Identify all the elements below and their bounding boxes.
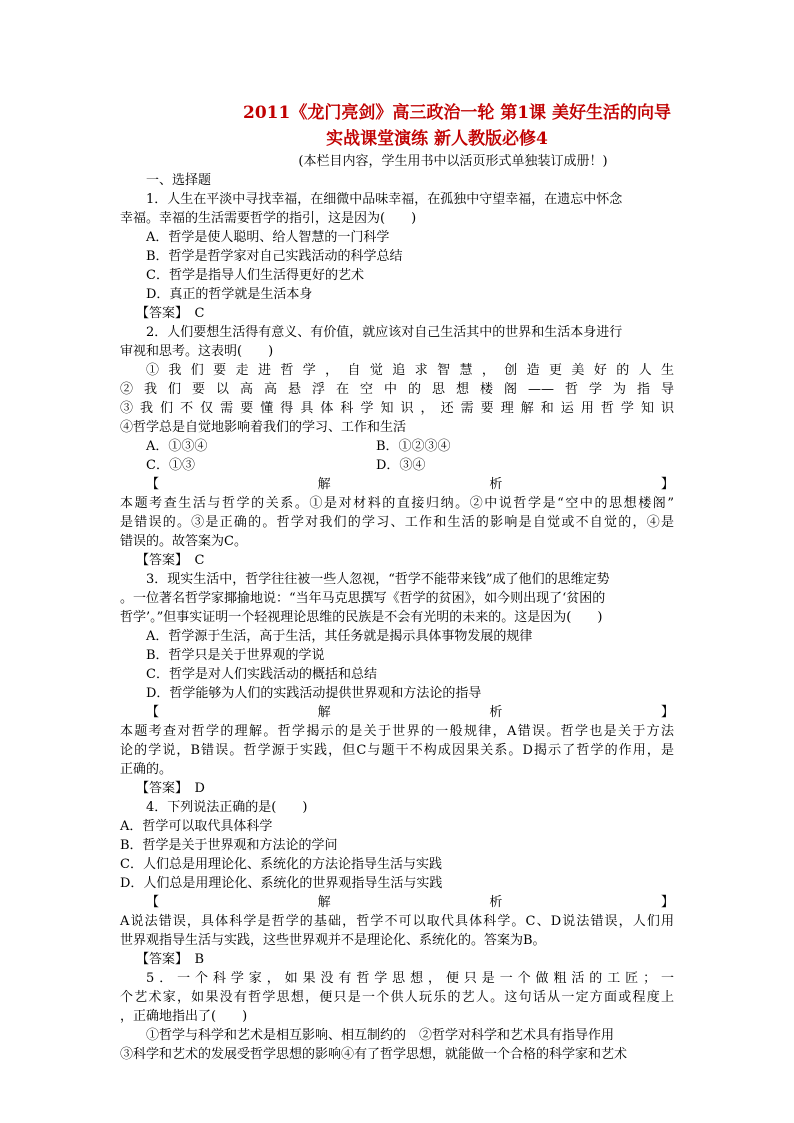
q2-stem-line2: 审视和思考。这表明( ) (120, 344, 274, 359)
q1-option-c: C．哲学是指导人们生活得更好的艺术 (146, 268, 364, 283)
answer-label: 【答案】 (136, 781, 182, 796)
q2-option-d: D．③④ (376, 458, 426, 473)
q4-stem: 4．下列说法正确的是( ) (146, 800, 308, 815)
q5-statements-3-4: ③科学和艺术的发展受哲学思想的影响④有了哲学思想，就能做一个合格的科学家和艺术 (120, 1047, 628, 1062)
q3-stem-line2: 。一位著名哲学家揶揄地说：“当年马克思撰写《哲学的贫困》，如今则出现了‘贫困的 (120, 591, 606, 606)
q4-answer-value: B (194, 952, 205, 967)
q3-option-d: D．哲学能够为人们的实践活动提供世界观和方法论的指导 (146, 686, 482, 701)
section-heading: 一、选择题 (146, 173, 212, 188)
q4-analysis-line2: 世界观指导生活与实践，这些世界观并不是理论化、系统化的。答案为B。 (120, 933, 546, 948)
q3-analysis-line3: 正确的。 (120, 762, 173, 777)
q2-analysis-heading (120, 475, 674, 494)
q2-options-row1 (120, 437, 674, 456)
q3-option-a: A．哲学源于生活，高于生活，其任务就是揭示具体事物发展的规律 (146, 629, 533, 644)
q3-option-b: B．哲学只是关于世界观的学说 (146, 648, 325, 663)
q1-option-d: D．真正的哲学就是生活本身 (146, 287, 313, 302)
analysis-char-1: 解 (317, 477, 331, 492)
q2-option-b: B．①②③④ (376, 439, 451, 454)
q3-option-c: C．哲学是对人们实践活动的概括和总结 (146, 667, 377, 682)
analysis-char-2: 析 (489, 895, 503, 910)
answer-label: 【答案】 (136, 553, 182, 568)
q2-option-c: C．①③ (146, 458, 195, 473)
q3-stem-line1: 3．现实生活中，哲学往往被一些人忽视，“哲学不能带来钱”成了他们的思维定势 (146, 572, 610, 587)
q4-option-c: C．人们总是用理论化、系统化的方法论指导生活与实践 (120, 857, 442, 872)
q2-statement-4: ④哲学总是自觉地影响着我们的学习、工作和生活 (120, 420, 407, 435)
q1-answer-value: C (194, 306, 205, 321)
bracket-left: 【 (146, 705, 160, 720)
q4-option-d: D．人们总是用理论化、系统化的世界观指导生活与实践 (120, 876, 443, 891)
q2-answer (120, 551, 674, 570)
document-title-line1: 2011《龙门亮剑》高三政治一轮 第1课 美好生活的向导 (243, 103, 671, 123)
q5-stem-line2: 个艺术家，如果没有哲学思想，便只是一个供人玩乐的艺人。这句话从一定方面或程度上 (120, 990, 674, 1005)
q3-answer (120, 779, 674, 798)
q5-stem-line1: 5．一个科学家，如果没有哲学思想，便只是一个做粗活的工匠；一 (146, 971, 674, 986)
analysis-char-2: 析 (489, 477, 503, 492)
q3-analysis-heading (120, 703, 674, 722)
q4-answer (120, 950, 674, 969)
q4-analysis-heading (120, 893, 674, 912)
q2-statement-3: ③我们不仅需要懂得具体科学知识，还需要理解和运用哲学知识 (120, 401, 674, 416)
bracket-right: 】 (660, 895, 674, 910)
bracket-right: 】 (660, 477, 674, 492)
document-title-line2: 实战课堂演练 新人教版必修4 (326, 129, 548, 149)
q2-options-row2 (120, 456, 674, 475)
q4-option-a: A．哲学可以取代具体科学 (120, 819, 273, 834)
q3-answer-value: D (194, 781, 205, 796)
answer-label: 【答案】 (136, 306, 182, 321)
q2-option-a: A．①③④ (146, 439, 208, 454)
analysis-char-1: 解 (317, 705, 331, 720)
document-body (120, 171, 674, 1064)
analysis-char-1: 解 (317, 895, 331, 910)
bracket-left: 【 (146, 895, 160, 910)
bracket-left: 【 (146, 477, 160, 492)
q1-stem-line1: 1．人生在平淡中寻找幸福，在细微中品味幸福，在孤独中守望幸福，在遗忘中怀念 (146, 192, 623, 207)
q2-analysis-line1: 本题考查生活与哲学的关系。①是对材料的直接归纳。②中说哲学是“空中的思想楼阁” (120, 496, 674, 511)
q4-analysis-line1: A说法错误，具体科学是哲学的基础，哲学不可以取代具体科学。C、D说法错误，人们用 (120, 914, 674, 929)
q2-analysis-line3: 错误的。故答案为C。 (120, 534, 247, 549)
binding-note: (本栏目内容，学生用书中以活页形式单独装订成册！) (298, 154, 608, 169)
q3-stem-line3: 哲学’。”但事实证明一个轻视理论思维的民族是不会有光明的未来的。这是因为( ) (120, 610, 603, 625)
answer-label: 【答案】 (136, 952, 182, 967)
q3-analysis-line2: 论的学说，B错误。哲学源于实践，但C与题干不构成因果关系。D揭示了哲学的作用，是 (120, 743, 674, 758)
analysis-char-2: 析 (489, 705, 503, 720)
bracket-right: 】 (660, 705, 674, 720)
q3-analysis-line1: 本题考查对哲学的理解。哲学揭示的是关于世界的一般规律，A错误。哲学也是关于方法 (120, 724, 674, 739)
q2-statement-1: ①我们要走进哲学，自觉追求智慧，创造更美好的人生 (146, 363, 674, 378)
q1-option-b: B．哲学是哲学家对自己实践活动的科学总结 (146, 249, 403, 264)
q5-statements-1-2: ①哲学与科学和艺术是相互影响、相互制约的 ②哲学对科学和艺术具有指导作用 (146, 1028, 615, 1043)
q1-option-a: A．哲学是使人聪明、给人智慧的一门科学 (146, 230, 390, 245)
q2-answer-value: C (194, 553, 205, 568)
q2-analysis-line2: 是错误的。③是正确的。哲学对我们的学习、工作和生活的影响是自觉或不自觉的，④是 (120, 515, 674, 530)
q4-option-b: B．哲学是关于世界观和方法论的学问 (120, 838, 338, 853)
q1-stem-line2: 幸福。幸福的生活需要哲学的指引，这是因为( ) (120, 211, 417, 226)
q5-stem-line3: ，正确地指出了( ) (120, 1009, 248, 1024)
q2-statement-2: ②我们要以高高悬浮在空中的思想楼阁——哲学为指导 (120, 382, 674, 397)
q1-answer (120, 304, 674, 323)
q2-stem-line1: 2．人们要想生活得有意义、有价值，就应该对自己生活其中的世界和生活本身进行 (146, 325, 623, 340)
